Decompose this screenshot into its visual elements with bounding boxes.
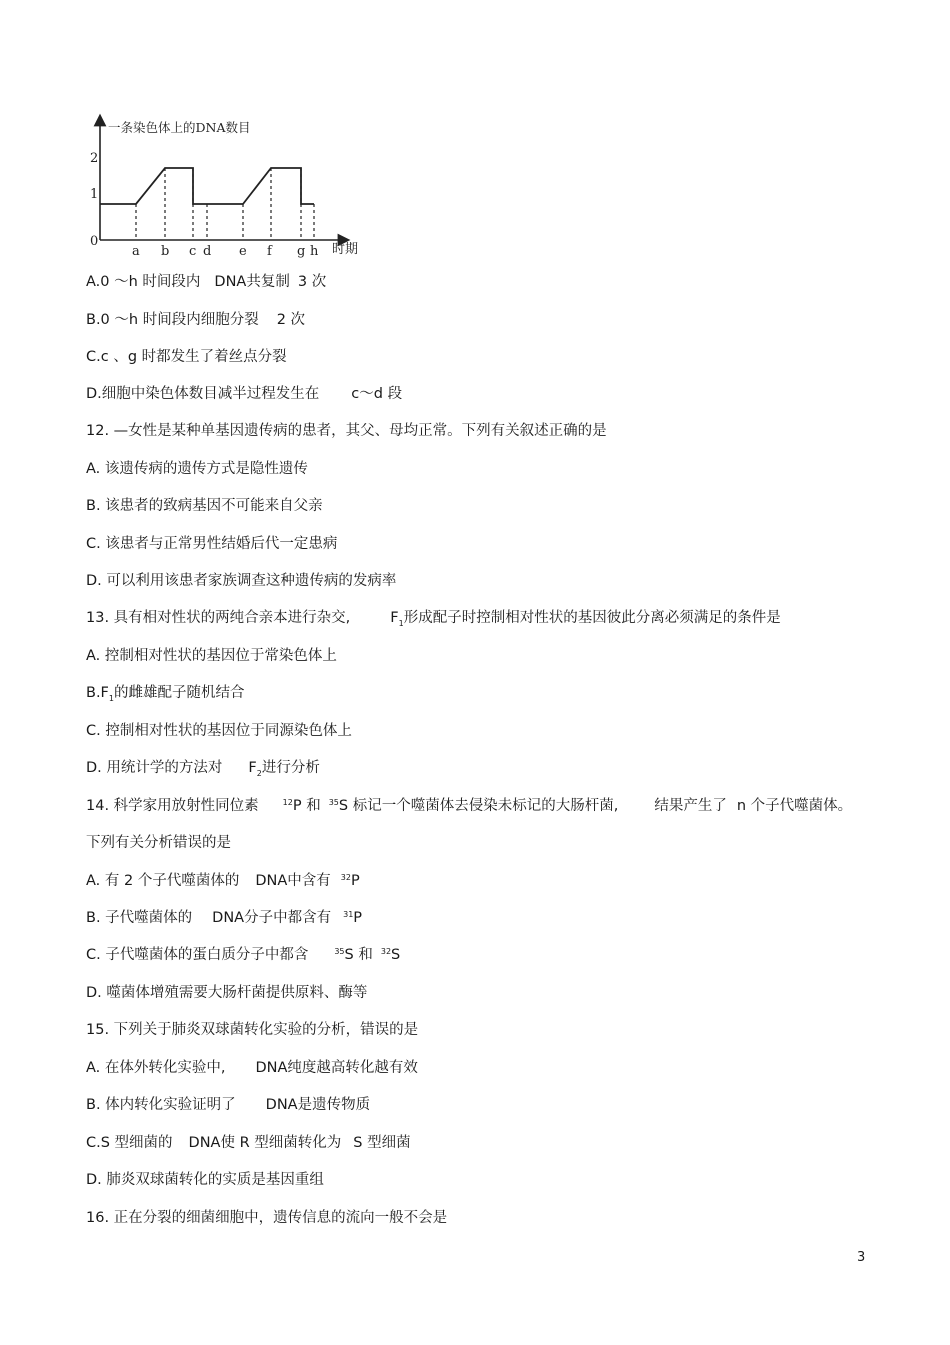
q14-option-c: [86, 945, 400, 965]
q15-b-part-1: B. 体内转化实验证明了: [86, 1097, 236, 1113]
q12-option-d: D. 可以利用该患者家族调查这种遗传病的发病率: [86, 573, 397, 589]
q11-option-b: [86, 310, 305, 330]
q14-stem-part-5: n 个子代噬菌体。: [736, 798, 853, 814]
x-tick-c: c: [189, 244, 197, 259]
q13-stem-part-2: 形成配子时控制相对性状的基因彼此分离必须满足的条件是: [403, 610, 781, 626]
q11-option-c: C.c 、g 时都发生了着丝点分裂: [86, 349, 287, 365]
q13-d-part-2: 进行分析: [261, 760, 320, 776]
q11-b-text-1: B.0 ～h 时间段内细胞分裂: [86, 312, 259, 328]
q15-option-b: [86, 1095, 370, 1115]
q14-option-b: [86, 908, 362, 928]
q14-b-part-3: P: [353, 910, 363, 926]
q12-option-b: B. 该患者的致病基因不可能来自父亲: [86, 498, 323, 514]
q15-a-part-2: DNA纯度越高转化越有效: [255, 1060, 418, 1076]
q13-stem-f: F: [390, 610, 399, 626]
q11-a-text-3: 3 次: [297, 274, 327, 290]
q14-a-sup: 32: [340, 873, 351, 882]
y-tick-1: 1: [90, 187, 99, 202]
q14-option-d: D. 噬菌体增殖需要大肠杆菌提供原料、酶等: [86, 985, 368, 1001]
x-tick-b: b: [161, 244, 170, 259]
q16-stem: 16. 正在分裂的细菌细胞中，遗传信息的流向一般不会是: [86, 1210, 448, 1226]
q13-b-part-1: B.F: [86, 685, 109, 701]
q13-d-part-1: D. 用统计学的方法对: [86, 760, 223, 776]
q13-b-sub: 1: [108, 693, 114, 703]
q14-c-sup-1: 35: [334, 947, 345, 956]
x-axis-label: 时期: [332, 242, 359, 257]
y-tick-0: 0: [90, 234, 99, 249]
q11-a-text-1: A.0 ～h 时间段内: [86, 274, 201, 290]
q15-b-part-2: DNA是遗传物质: [265, 1097, 371, 1113]
q12-option-a: A. 该遗传病的遗传方式是隐性遗传: [86, 461, 308, 477]
x-tick-a: a: [132, 244, 140, 259]
q11-option-a: [86, 272, 326, 292]
q14-c-part-3: S: [391, 947, 401, 963]
q14-a-part-1: A. 有 2 个子代噬菌体的: [86, 873, 240, 889]
q13-option-a: A. 控制相对性状的基因位于常染色体上: [86, 648, 337, 664]
q11-d-text-2: c～d 段: [351, 386, 403, 402]
data-series-line: [100, 168, 314, 204]
x-tick-h: h: [310, 244, 319, 259]
q14-stem-part-4: 结果产生了: [654, 798, 727, 814]
q14-stem-part-2: P 和: [292, 798, 321, 814]
q13-option-b: [86, 683, 245, 709]
q14-option-a: [86, 871, 360, 891]
q13-b-part-2: 的雌雄配子随机结合: [114, 685, 245, 701]
q13-stem: [86, 608, 781, 634]
q14-b-sup: 31: [343, 910, 354, 919]
q14-a-part-2: DNA中含有: [255, 873, 331, 889]
q13-stem-sub: 1: [398, 618, 404, 628]
q14-a-part-3: P: [350, 873, 360, 889]
y-tick-2: 2: [90, 151, 99, 166]
q13-d-sub: 2: [256, 768, 262, 778]
q11-option-d: [86, 384, 402, 404]
q14-c-part-2: S 和: [344, 947, 373, 963]
q11-b-text-2: 2 次: [276, 312, 306, 328]
q13-option-c: C. 控制相对性状的基因位于同源染色体上: [86, 723, 352, 739]
q15-a-part-1: A. 在体外转化实验中,: [86, 1060, 226, 1076]
x-tick-g: g: [297, 244, 306, 259]
q14-sup-2: 35: [328, 798, 339, 807]
x-tick-d: d: [203, 244, 212, 259]
y-axis-label: 一条染色体上的DNA数目: [108, 120, 251, 135]
q14-b-part-2: DNA分子中都含有: [212, 910, 332, 926]
q13-d-f: F: [248, 760, 257, 776]
q13-stem-part-1: 13. 具有相对性状的两纯合亲本进行杂交,: [86, 610, 351, 626]
q14-b-part-1: B. 子代噬菌体的: [86, 910, 193, 926]
q14-stem-part-1: 14. 科学家用放射性同位素: [86, 798, 259, 814]
q14-sup-1: 12: [282, 798, 293, 807]
x-tick-f: f: [267, 244, 272, 259]
q15-c-part-2: DNA使 R 型细菌转化为: [188, 1135, 342, 1151]
q11-a-text-2: DNA共复制: [214, 274, 290, 290]
q15-stem: 15. 下列关于肺炎双球菌转化实验的分析，错误的是: [86, 1022, 419, 1038]
q14-stem: [86, 796, 852, 816]
q15-option-d: D. 肺炎双球菌转化的实质是基因重组: [86, 1172, 324, 1188]
q14-c-part-1: C. 子代噬菌体的蛋白质分子中都含: [86, 947, 309, 963]
q12-stem: 12. —女性是某种单基因遗传病的患者，其父、母均正常。下列有关叙述正确的是: [86, 423, 607, 439]
q14-stem-part-3: S 标记一个噬菌体去侵染未标记的大肠杆菌,: [338, 798, 619, 814]
q12-option-c: C. 该患者与正常男性结婚后代一定患病: [86, 536, 338, 552]
q14-c-sup-2: 32: [380, 947, 392, 956]
page-number: 3: [857, 1250, 866, 1265]
q11-d-text-1: D.细胞中染色体数目减半过程发生在: [86, 386, 320, 402]
q13-option-d: [86, 758, 320, 784]
q15-c-part-3: S 型细菌: [353, 1135, 411, 1151]
q15-option-c: [86, 1133, 411, 1153]
q14-stem-line-2: 下列有关分析错误的是: [86, 835, 231, 851]
dna-per-chromosome-chart: [80, 112, 380, 262]
x-tick-e: e: [239, 244, 247, 259]
q15-option-a: [86, 1058, 418, 1078]
q15-c-part-1: C.S 型细菌的: [86, 1135, 173, 1151]
